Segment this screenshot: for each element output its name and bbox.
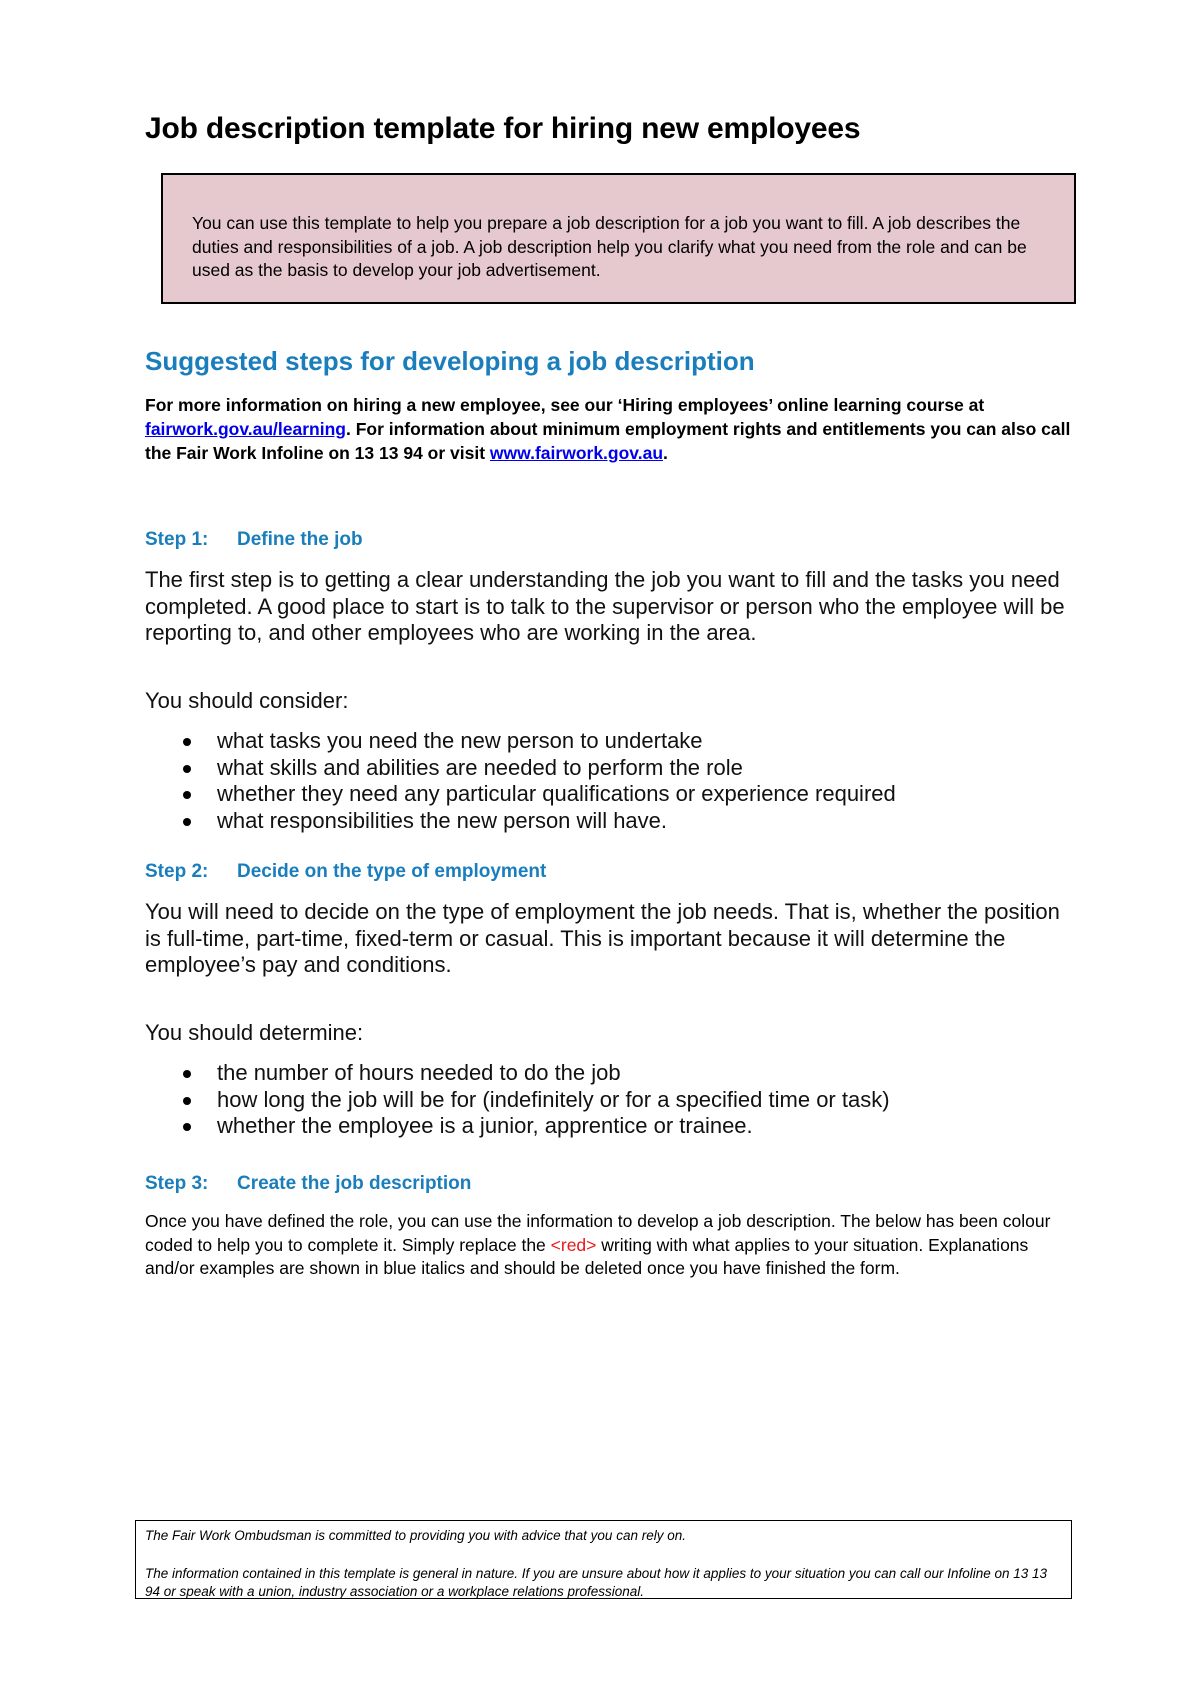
step-2-title: Decide on the type of employment bbox=[237, 861, 547, 882]
step-1-bullet-list bbox=[145, 728, 896, 834]
step-1-title: Define the job bbox=[237, 529, 363, 550]
list-item bbox=[145, 1113, 890, 1140]
bullet-icon bbox=[183, 765, 191, 773]
step-2-bullet-list bbox=[145, 1060, 890, 1140]
learning-link[interactable]: fairwork.gov.au/learning bbox=[145, 419, 346, 439]
list-item bbox=[145, 808, 896, 835]
bullet-icon bbox=[183, 1070, 191, 1078]
list-item-text: whether they need any particular qualifications or experience required bbox=[217, 781, 896, 806]
list-item bbox=[145, 1060, 890, 1087]
list-item-text: whether the employee is a junior, apprentice or trainee. bbox=[217, 1113, 753, 1138]
step-3-heading bbox=[145, 1173, 471, 1195]
document-title: Job description template for hiring new employees bbox=[145, 112, 861, 145]
bullet-icon bbox=[183, 738, 191, 746]
step-1-heading bbox=[145, 529, 363, 551]
intro-text: You can use this template to help you prepare a job description for a job you want to fill. A job describes the duties and responsibilities of a job. A job description help you clarify what you need from the role and can be used as the basis to develop your job advertisement. bbox=[192, 213, 1027, 280]
more-info-text-3: . bbox=[663, 443, 668, 463]
step-1-number: Step 1: bbox=[145, 529, 209, 550]
red-placeholder-text: <red> bbox=[550, 1234, 597, 1255]
list-item-text: what responsibilities the new person will have. bbox=[217, 807, 668, 833]
list-item-text: what tasks you need the new person to undertake bbox=[217, 728, 703, 753]
more-info-text-1: For more information on hiring a new employee, see our ‘Hiring employees’ online learning course at bbox=[145, 395, 985, 415]
bullet-icon bbox=[183, 791, 191, 799]
list-item-text: how long the job will be for (indefinitely or for a specified time or task) bbox=[217, 1086, 890, 1112]
footer-disclaimer-box bbox=[135, 1520, 1072, 1599]
footer-line-2: The information contained in this template is general in nature. If you are unsure about how it applies to your situation you can call our Infoline on 13 13 94 or speak with a union, industry association or a workplace relations professional. bbox=[145, 1566, 1048, 1599]
list-item bbox=[145, 755, 896, 782]
section-heading: Suggested steps for developing a job description bbox=[145, 346, 755, 376]
more-info-paragraph bbox=[145, 393, 1085, 465]
step-3-body-text-2: writing with what applies to your situation. Explanations and/or examples are shown in blue italics and should be deleted once you have finished the form. bbox=[145, 1234, 1029, 1278]
more-info-text-2: . For information about minimum employment rights and entitlements you can also call the Fair Work Infoline on 13 13 94 or visit bbox=[145, 419, 1071, 463]
step-1-body: The first step is to getting a clear understanding the job you want to fill and the tasks you need completed. A good place to start is to talk to the supervisor or person who the employee will be reporting to, and other employees who are working in the area. bbox=[145, 567, 1065, 645]
step-2-number: Step 2: bbox=[145, 861, 209, 882]
list-item bbox=[145, 1087, 890, 1114]
step-3-body bbox=[145, 1210, 1080, 1281]
bullet-icon bbox=[183, 1123, 191, 1131]
bullet-icon bbox=[183, 1097, 191, 1105]
fairwork-website-link[interactable]: www.fairwork.gov.au bbox=[489, 443, 664, 463]
list-item-text: what skills and abilities are needed to perform the role bbox=[217, 754, 743, 780]
footer-line-1: The Fair Work Ombudsman is committed to providing you with advice that you can rely on. bbox=[145, 1528, 686, 1543]
intro-box bbox=[161, 173, 1076, 304]
bullet-icon bbox=[183, 818, 191, 826]
list-item-text: the number of hours needed to do the job bbox=[217, 1060, 621, 1085]
step-2-lead: You should determine: bbox=[145, 1020, 364, 1045]
step-2-body: You will need to decide on the type of employment the job needs. That is, whether the position is full-time, part-time, fixed-term or casual. This is important because it will determine the employee’s pay and conditions. bbox=[145, 899, 1060, 977]
step-3-number: Step 3: bbox=[145, 1173, 209, 1194]
list-item bbox=[145, 728, 896, 755]
step-1-lead: You should consider: bbox=[145, 688, 349, 713]
step-2-heading bbox=[145, 861, 546, 883]
step-3-body-text-1: Once you have defined the role, you can use the information to develop a job description. The below has been colour coded to help you to complete it. Simply replace the bbox=[145, 1211, 1051, 1255]
list-item bbox=[145, 781, 896, 808]
step-3-title: Create the job description bbox=[237, 1173, 472, 1194]
